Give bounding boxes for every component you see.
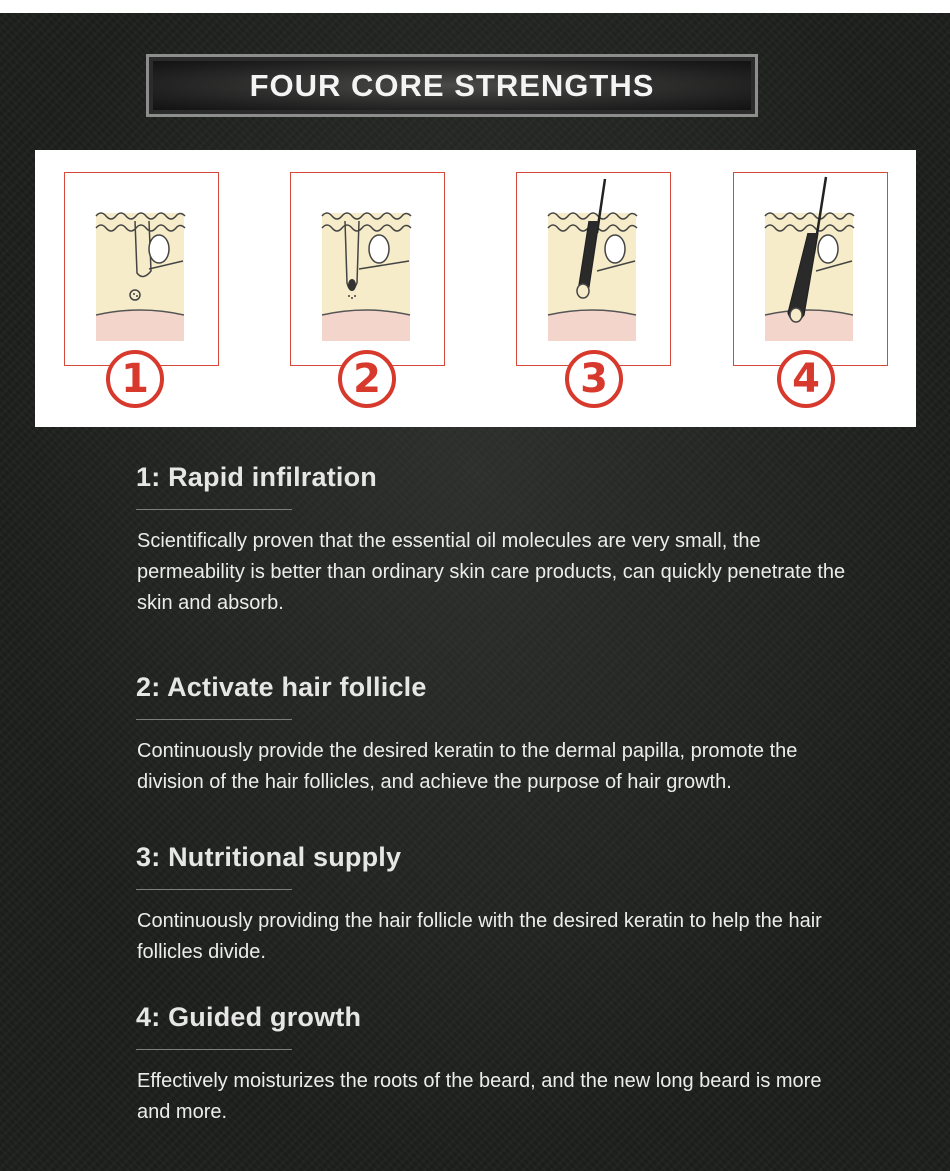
section-4-title: 4: Guided growth bbox=[136, 1002, 362, 1032]
section-1-body: Scientifically proven that the essential oil molecules are very small, the permeability is better than ordinary skin care products, can quickly penetrate the skin and absorb. bbox=[137, 530, 846, 614]
stage-2-frame bbox=[290, 172, 445, 366]
stage-2-number-badge: 2 bbox=[338, 350, 396, 408]
page-title: FOUR CORE STRENGTHS bbox=[249, 67, 655, 103]
follicle-stage-4-icon bbox=[734, 173, 887, 365]
follicle-stage-1-icon bbox=[65, 173, 218, 365]
title-banner-inner bbox=[153, 61, 751, 110]
top-divider-strip bbox=[0, 0, 950, 13]
section-3-body: Continuously providing the hair follicle with the desired keratin to help the hair follicles divide. bbox=[137, 910, 822, 963]
stage-3-number-badge: 3 bbox=[565, 350, 623, 408]
stage-4-frame bbox=[733, 172, 888, 366]
section-3-title: 3: Nutritional supply bbox=[136, 842, 402, 872]
stage-1-frame bbox=[64, 172, 219, 366]
stage-4-number-badge: 4 bbox=[777, 350, 835, 408]
section-2-divider bbox=[136, 719, 292, 720]
section-4-body: Effectively moisturizes the roots of the beard, and the new long beard is more and more. bbox=[137, 1070, 822, 1123]
title-banner bbox=[146, 54, 758, 117]
section-4-divider bbox=[136, 1049, 292, 1050]
section-1-divider bbox=[136, 509, 292, 510]
strength-section-3 bbox=[136, 842, 856, 963]
section-1-title: 1: Rapid infilration bbox=[136, 462, 378, 492]
strength-section-2 bbox=[136, 672, 856, 793]
stage-1-number-badge: 1 bbox=[106, 350, 164, 408]
section-2-title: 2: Activate hair follicle bbox=[136, 672, 427, 702]
strength-section-1 bbox=[136, 462, 856, 614]
follicle-stage-3-icon bbox=[517, 173, 670, 365]
section-2-body: Continuously provide the desired keratin to the dermal papilla, promote the division of the hair follicles, and achieve the purpose of hair growth. bbox=[137, 740, 798, 793]
strength-section-4 bbox=[136, 1002, 856, 1123]
stage-3-frame bbox=[516, 172, 671, 366]
follicle-stage-2-icon bbox=[291, 173, 444, 365]
stages-panel bbox=[35, 150, 916, 427]
section-3-divider bbox=[136, 889, 292, 890]
